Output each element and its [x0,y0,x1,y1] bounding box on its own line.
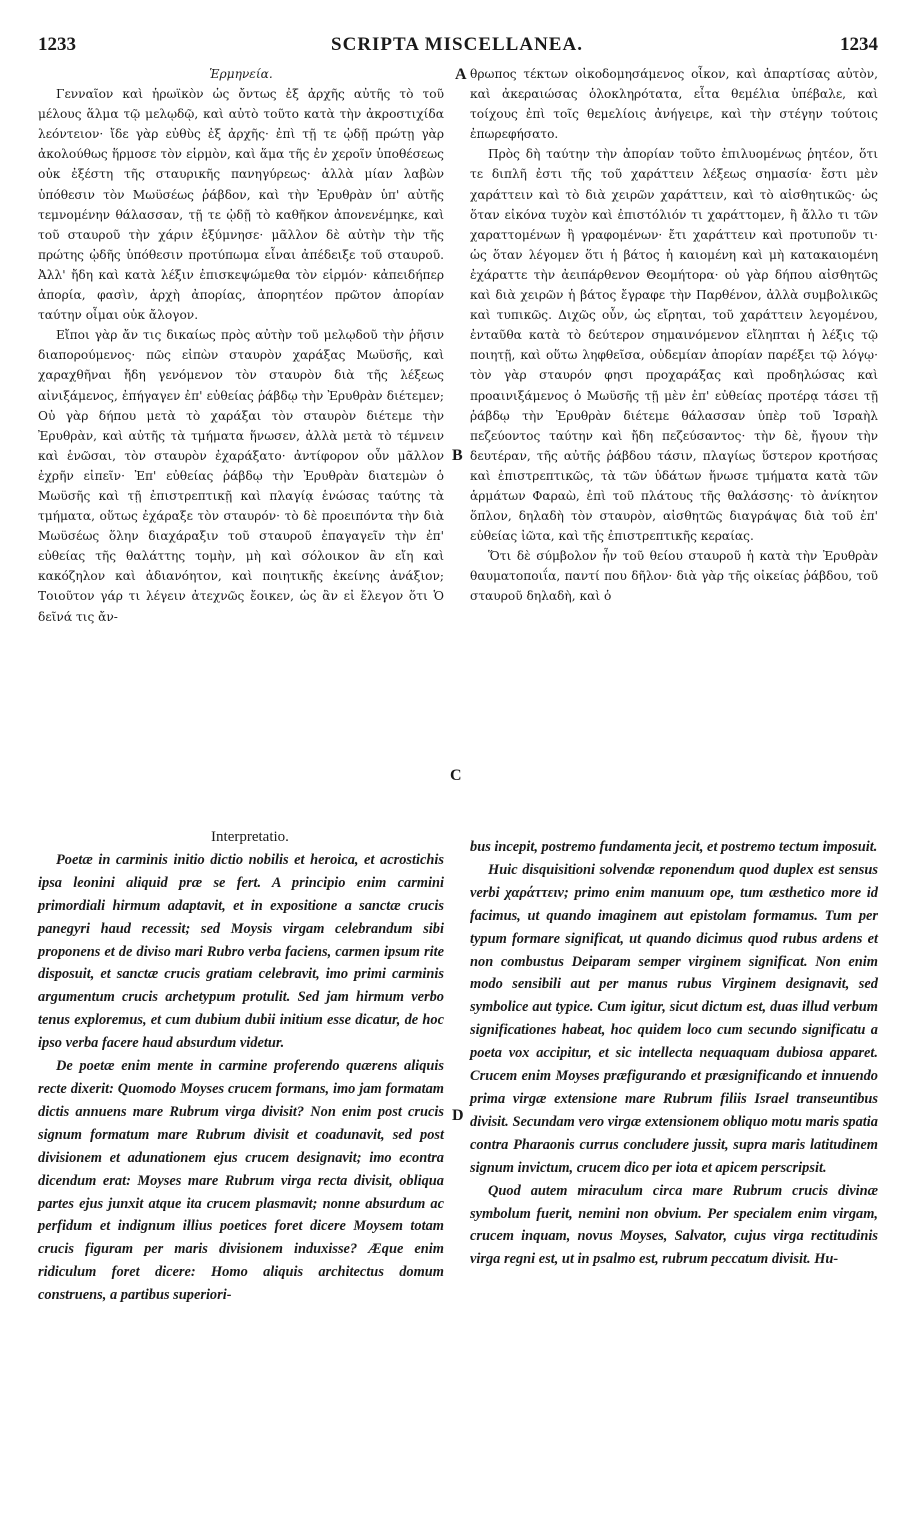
latin-right-paragraph: Quod autem miraculum circa mare Rubrum crucis divinæ symbolum fuerit, nemini non obvium. Per specialem enim virgam, crucem inquam, novus Moyses, Salvator, cujus virga rectitudinis virga regni est, ut in psalmo est, rubrum peccatum divisit. Hu- [470,1182,878,1268]
latin-left-paragraph: Poetæ in carminis initio dictio nobilis et heroica, et acrostichis ipsa leonini aliquid præ se fert. A principio enim carmini primordiali hirmum adaptavit, et in expositione a sanctæ crucis panegyri haud recessit; sed Moysis virgam celebrandum sibi proponens et de diviso mari Rubro verba faciens, carmen ipsum rite disposuit, et sanctæ crucis gratiam celebravit, imo primi carminis argumentum crucis archetypum protulit. Sed jam hirmum verbo tenus exploremus, et cum dubium dubii initium esse dicatur, de hoc ipso verba facere haud absurdum videtur. [38,851,444,1052]
greek-text-right-column [470,64,878,607]
section-mark-c: C [450,767,462,784]
section-mark-b: B [452,447,463,464]
greek-left-paragraph: Εἴποι γὰρ ἄν τις δικαίως πρὸς αὐτὴν τοῦ μελῳδοῦ τὴν ῥῆσιν διαπορούμενος· πῶς εἰπὼν σταυρὸν χαράξας Μωϋσῆς, καὶ χαραχθῆναι ἤδη γενόμενον τὸν σταυρὸν διὰ τῆς λέξεως αἰνιξάμενος, ἐπήγαγεν ἐπ' εὐθείας ῥάβδῳ τὴν Ἐρυθρὰν διέτεμεν; Οὐ γὰρ δήπου μετὰ τὸ χαράξαι τὸν σταυρὸν διέτεμε τὴν Ἐρυθρὰν, καὶ αὐτῆς τὰ τμήματα ἥνωσεν, ἀλλὰ μετὰ τὸ τέμνειν καὶ ἑνῶσαι, τὸν σταυρὸν ἐχαράξατο· ἀντίφορον οὖν μᾶλλον ἐχρῆν εἰπεῖν· Ἐπ' εὐθείας ῥάβδῳ τὴν Ἐρυθρὰν διατεμὼν ὁ Μωϋσῆς καὶ τῇ ἐπιστρεπτικῇ καὶ πλαγίᾳ ἑνώσας ταύτης τὰ τμήματα, οὕτως ἐχάραξε τὸν σταυρόν· τὸ δὲ προειπόντα τὴν διὰ Μωϋσέως ὅλην διαχάραξιν τοῦ σταυροῦ ἐπαγαγεῖν τὴν ἐπ' εὐθείας τῆς θαλάττης τομὴν, μὴ καὶ σόλοικον ἂν εἴη καὶ κακόζηλον καὶ ἀδιανόητον, καὶ ποιητικῆς ἐκείνης ἀνάξιον; Τοιοῦτον γάρ τι λέγειν ἀτεχνῶς ἔοικεν, ὡς ἂν εἰ ἔλεγον ὅτι Ὁ δεῖνά τις ἄν- [38,328,444,624]
latin-text-left-column [38,826,444,1307]
latin-text-right-column [470,836,878,1271]
latin-heading: Interpretatio. [211,829,289,845]
greek-right-paragraph: θρωπος τέκτων οἰκοδομησάμενος οἶκον, καὶ ἀπαρτίσας αὐτὸν, καὶ ἀκεραιώσας ὁλοκληρότατα, εἶτα θεμέλια ὑπέβαλε, καὶ τοίχους ἐπὶ τοῖς θεμελίοις ἀνήγειρε, καὶ τὴν στέγην τούτοις ἐπωρεφήσατο. [470,67,878,142]
section-mark-a: A [455,66,467,83]
greek-left-paragraph: Γενναῖον καὶ ἡρωϊκὸν ὡς ὄντως ἐξ ἀρχῆς αὐτῆς τὸ τοῦ μέλους ἅλμα τῷ μελῳδῷ, καὶ αὐτὸ τοῦτο κατὰ τὴν ἀκροστιχίδα λεόντειον· ἴδε γὰρ εὐθὺς ἐξ ἀρχῆς· ἐπὶ τῇ τε ᾠδῇ πρώτῃ γὰρ ἀκολούθως ἥρμοσε τὸν εἱρμὸν, καὶ ἅμα τῆς ἐν χεροῖν ὑποθέσεως οὐκ ἐξέστη τῆς σταυρικῆς πανηγύρεως· ἀλλὰ μίαν λαβὼν ὑπόθεσιν τὸν Μωϋσέως ῥάβδον, καὶ τὴν Ἐρυθρὰν ὑπ' αὐτῆς τεμνομένην θάλασσαν, τῇ τε ᾠδῇ τὸ καθῆκον ἀπονενέμηκε, καὶ τοῦ σταυροῦ τὴν χάριν ἐξύμνησε· μᾶλλον δὲ αὐτὴν τὴν τῆς πρώτης ᾠδῆς ὑπόθεσιν προτύπωμα εἶναι ἀπέδειξε τοῦ σταυροῦ. Ἀλλ' ἤδη καὶ κατὰ λέξιν ἐπισκεψώμεθα τὸν εἱρμόν· κἀπειδήπερ ἀπορία, φασὶν, ἀρχὴ ἀπορίας, ἀπορητέον πρῶτον ἀπορίαν ταύτην οἶμαι οὐκ ἄλογον. [38,87,444,323]
section-mark-d: D [452,1107,464,1124]
page-number-right: 1234 [840,34,878,55]
greek-right-paragraph: Πρὸς δὴ ταύτην τὴν ἀπορίαν τοῦτο ἐπιλυομένως ῥητέον, ὅτι τε διπλῆ ἐστι τῆς τοῦ χαράττειν λέξεως σημασία· ἔστι μὲν χαράττειν καὶ τὸ διὰ χειρῶν χαράττειν, καὶ τὸ αἰσθητικῶς· ὡς ὅταν εἰκόνα τυχὸν καὶ ἐπιστόλιόν τι χαράττομεν, ἢ ἄλλο τι τῶν χαραττομένων ἢ γραφομένων· ἔτι χαράττειν καὶ προτυποῦν τι· ὡς ὅταν λέγομεν ὅτι ἡ βάτος ἡ καιομένη καὶ μὴ κατακαιομένη ἐχάραττε τὴν ἀειπάρθενον Θεομήτορα· οὐ γὰρ δήπου αἰσθητῶς καὶ διὰ χειρῶν ἡ βάτος ἔγραφε τὴν Παρθένον, ἀλλὰ συμβολικῶς καὶ τυπικῶς. Διχῶς οὖν, ὡς εἴρηται, τοῦ χαράττειν λεγομένου, ἐνταῦθα κατὰ τὸ δεύτερον σημαινόμενον εἴληπται ἡ λέξις τῷ ποιητῇ, καὶ οὕτω ληφθεῖσα, οὐδεμίαν ἀπορίαν παρέξει τῷ λόγῳ· τὸν γὰρ σταυρόν φησι προχαράξας καὶ προδηλώσας καὶ προαινιξάμενος ὁ Μωϋσῆς τῇ μὲν ἐπ' εὐθείας προτέρᾳ τάσει τῇ ῥάβδῳ τὴν Ἐρυθρὰν διέτεμε θάλασσαν ὑπὲρ τοῦ Ἰσραὴλ πεζεύοντος ταύτην καὶ ἤδη πεζεύσαντος· τὴν δὲ, ἤγουν τὴν δευτέραν, τῆς αὐτῆς ῥάβδου τάσιν, πλαγίως ὕστερον κροτήσας καὶ ἐπιστρεπτικῶς, τὰ τῶν ὑδάτων ἥνωσε τμήματα κατὰ τῶν ἁρμάτων Φαραὼ, ἐπὶ τοῦ πλάτους τῆς θαλάσσης· τὸ ἀνίκητον ὅπλον, δηλαδὴ τὸν σταυρὸν, αἰσθητῶς διαγράψας διὰ τοῦ ἐπ' εὐθείας ἰῶτα, καὶ τῆς ἐπιστρεπτικῆς κεραίας. [470,147,878,544]
greek-text-left-column [38,64,444,627]
page-number-left: 1233 [38,34,76,55]
latin-right-paragraph: Huic disquisitioni solvendæ reponendum quod duplex est sensus verbi χαράττειν; primo enim manuum ope, tum æsthetico more id facimus, ut quando imaginem aut epistolam formamus. Tum per typum formare significat, ut quando dicimus quod rubus ardens et non combustus Deiparam semper virginem significat. Non enim modo sensibili aut per manus rubus Virginem designavit, sed symbolice aut typice. Cum igitur, sicut dictum est, duas illud verbum significationes habeat, hoc quidem loco cum secundo significatu a poeta vox accipitur, et sic intellecta nequaquam dubiosa apparet. Crucem enim Moyses præfigurando et præsignificando et innuendo prima virgæ extensione mare Rubrum filiis Israel transeuntibus divisit. Secundam vero virgæ extensionem obliquo motu maris spatia contra Pharaonis currus concludere jussit, supra maris latitudinem signum invictum, crucem dico per iota et apicem perscripsit. [470,861,878,1176]
greek-heading: Ἑρμηνεία. [209,67,273,81]
latin-left-paragraph: De poetæ enim mente in carmine proferendo quærens aliquis recte dixerit: Quomodo Moyses crucem formans, imo jam formatam dictis annuens mare Rubrum virga divisit? Non enim post crucis signum formatum mare Rubrum divisit et coadunavit, sed post divisionem et adunationem ejus crucem designavit; imo econtra dicendum erat: Moyses mare Rubrum virga recta divisit, obliqua partes ejus junxit atque ita crucem plasmavit; nonne absurdum ac perfidum et indignum illius poetices foret dicere Moysem totam crucis figuram per maris divisionem induxisse? Æque enim ridiculum foret dicere: Homo aliquis architectus domum construens, a partibus superiori- [38,1058,444,1304]
greek-right-paragraph: Ὅτι δὲ σύμβολον ἦν τοῦ θείου σταυροῦ ἡ κατὰ τὴν Ἐρυθρὰν θαυματοποιΐα, παντί που δῆλον· διὰ γὰρ τῆς οἰκείας ῥάβδου, τοῦ σταυροῦ δηλαδὴ, καὶ ὁ [470,549,878,604]
latin-right-paragraph: bus incepit, postremo fundamenta jecit, et postremo tectum imposuit. [470,839,878,855]
running-title: SCRIPTA MISCELLANEA. [331,34,583,55]
